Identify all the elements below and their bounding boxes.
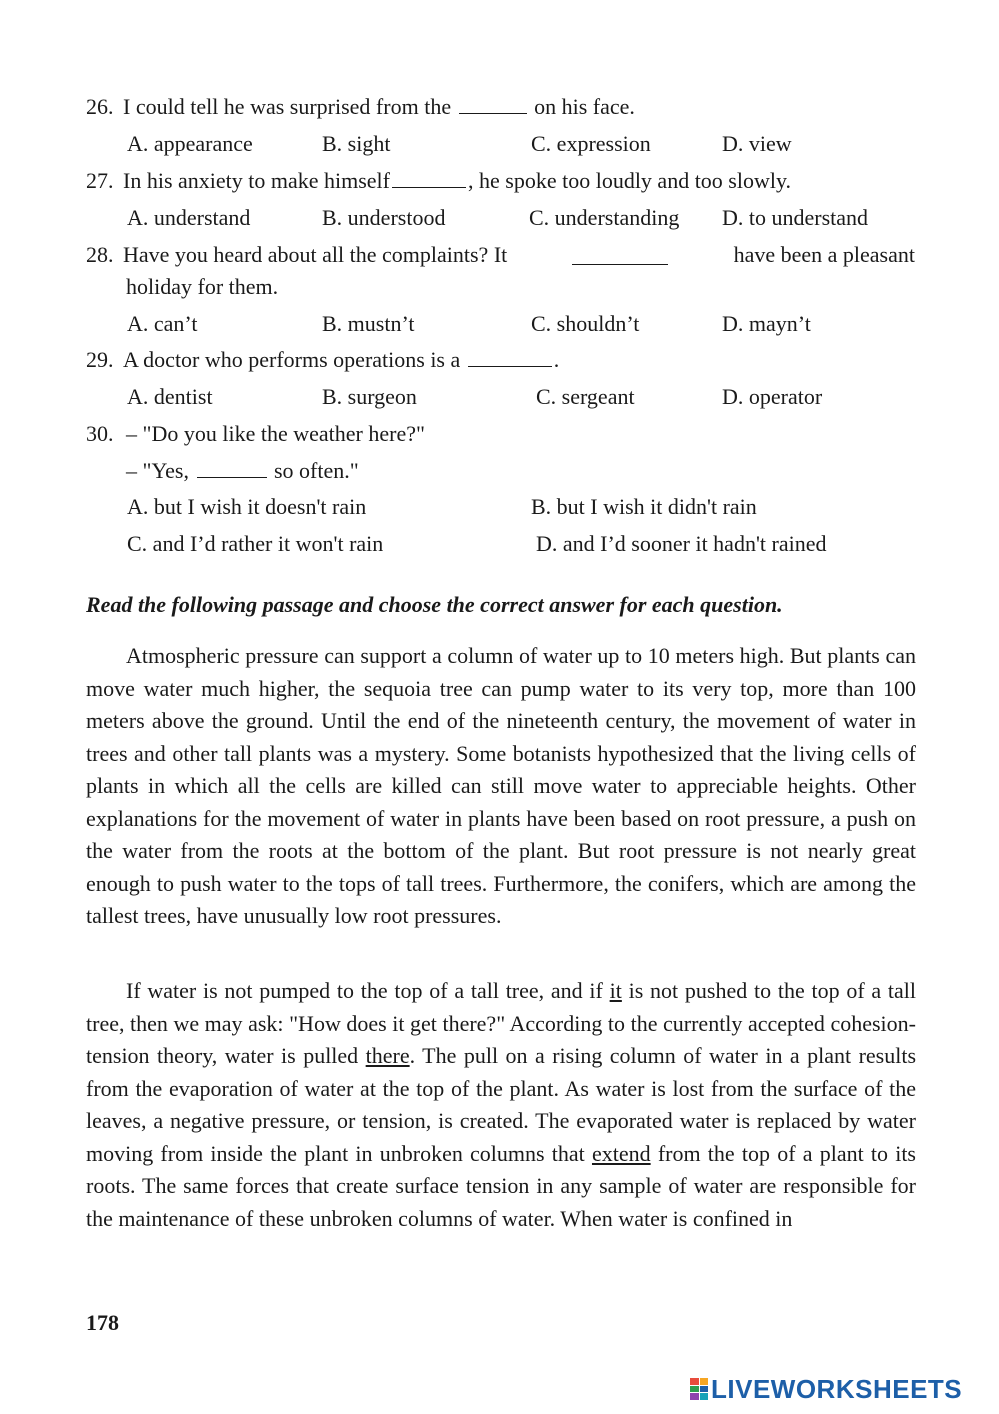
question-29 <box>0 345 999 375</box>
stem-after: have been a pleasant <box>733 242 915 267</box>
logo-tile <box>690 1393 699 1400</box>
stem-before: Have you heard about all the complaints? It <box>123 242 508 267</box>
dialogue-line-2 <box>126 456 359 486</box>
stem-after: on his face. <box>534 94 635 119</box>
option-d[interactable]: D. mayn’t <box>722 311 811 336</box>
question-stem <box>123 92 635 122</box>
option-a[interactable]: A. but I wish it doesn't rain <box>127 494 367 519</box>
question-30-line-2 <box>0 456 999 486</box>
option-d[interactable]: D. operator <box>722 384 823 409</box>
option-a[interactable]: A. appearance <box>127 131 253 156</box>
underlined-word-extend: extend <box>591 1140 651 1166</box>
underlined-word-there: there <box>365 1043 410 1068</box>
logo-tile <box>690 1378 699 1385</box>
option-a[interactable]: A. dentist <box>127 384 213 409</box>
option-b[interactable]: B. but I wish it didn't rain <box>531 494 757 519</box>
passage-paragraph-2 <box>86 975 916 1235</box>
options-29 <box>0 382 999 412</box>
stem-before: A doctor who performs operations is a <box>123 347 461 372</box>
question-27 <box>0 166 999 196</box>
answer-blank <box>459 93 527 114</box>
paragraph-text: . The pull on a rising column of water in a plant results from the evaporation of water at the top of the plant. As water is lost from the surface of the leaves, a negative pressure, or tension, is created. The evaporated water is replaced by water moving from inside the plant in unbroken columns that <box>86 1043 917 1166</box>
options-30-row-1 <box>0 492 999 522</box>
question-number: 28. <box>86 242 114 267</box>
option-c[interactable]: C. shouldn’t <box>531 311 640 336</box>
dialogue-line-1: – "Do you like the weather here?" <box>126 421 425 446</box>
logo-tile <box>700 1386 709 1393</box>
option-d[interactable]: D. and I’d sooner it hadn't rained <box>536 531 827 556</box>
option-c[interactable]: C. understanding <box>529 205 680 230</box>
question-30 <box>0 419 999 449</box>
paragraph-text: from the top of a plant to its roots. The same forces that create surface tension in any sample of water are responsible for the maintenance of these unbroken columns of water. When water is confined in <box>86 1140 916 1231</box>
question-26 <box>0 92 999 122</box>
option-d[interactable]: D. to understand <box>722 205 869 230</box>
option-b[interactable]: B. surgeon <box>322 384 417 409</box>
stem-after: , he spoke too loudly and too slowly. <box>468 168 792 193</box>
answer-blank <box>468 346 552 367</box>
answer-blank <box>392 167 466 188</box>
paragraph-text: Atmospheric pressure can support a column of water up to 10 meters high. But plants can move water much higher, the sequoia tree can pump water to its very top, more than 100 meters above the ground. Until the end of the nineteenth century, the movement of water in trees and other tall plants was a mystery. Some botanists hypothesized that the living cells of plants in which all the cells are killed can still move water to appreciable heights. Other explanations for the movement of water in plants have been based on root pressure, a push on the water from the roots at the bottom of the plant. But root pressure is not nearly great enough to push water to the tops of tall trees. Furthermore, the conifers, which are among the tallest trees, have unusually low root pressures. <box>86 643 916 928</box>
option-b[interactable]: B. sight <box>322 131 391 156</box>
question-28 <box>0 240 999 270</box>
passage-paragraph-1 <box>86 640 916 933</box>
answer-blank <box>197 457 267 478</box>
stem-after: . <box>553 347 560 372</box>
logo-tile <box>690 1386 699 1393</box>
logo-tile <box>700 1393 709 1400</box>
stem-continuation: holiday for them. <box>126 274 279 299</box>
options-28 <box>0 309 999 339</box>
question-stem <box>123 240 915 270</box>
option-c[interactable]: C. sergeant <box>536 384 635 409</box>
option-a[interactable]: A. can’t <box>127 311 198 336</box>
passage-instruction: Read the following passage and choose the correct answer for each question. <box>86 592 783 617</box>
options-27 <box>0 203 999 233</box>
stem-before: I could tell he was surprised from the <box>123 94 452 119</box>
page-number: 178 <box>86 1310 119 1335</box>
question-stem <box>123 345 559 375</box>
stem-after: so often." <box>274 458 359 483</box>
question-28-continuation <box>0 272 999 302</box>
logo-mark-icon <box>690 1378 708 1400</box>
logo-text: LIVEWORKSHEETS <box>711 1373 963 1404</box>
options-30-row-2 <box>0 529 999 559</box>
paragraph-text: If water is not pumped to the top of a tall tree, and if <box>126 978 603 1003</box>
option-b[interactable]: B. understood <box>322 205 446 230</box>
option-d[interactable]: D. view <box>722 131 792 156</box>
logo-tile <box>700 1378 709 1385</box>
stem-before: In his anxiety to make himself <box>123 168 390 193</box>
stem-before: – "Yes, <box>126 458 189 483</box>
option-c[interactable]: C. and I’d rather it won't rain <box>127 531 384 556</box>
paragraph-text: is not pushed to the top of a tall tree, then we may ask: "How does it get there?" According to the currently accepted cohesion-tension theory, water is pulled <box>86 978 917 1068</box>
option-c[interactable]: C. expression <box>531 131 651 156</box>
option-b[interactable]: B. mustn’t <box>322 311 415 336</box>
liveworksheets-logo <box>690 1374 962 1404</box>
answer-blank <box>572 244 668 265</box>
question-number: 29. <box>86 347 114 372</box>
underlined-word-it: it <box>609 978 622 1003</box>
option-a[interactable]: A. understand <box>127 205 251 230</box>
question-number: 26. <box>86 94 114 119</box>
question-stem <box>123 166 791 196</box>
options-26 <box>0 129 999 159</box>
question-number: 27. <box>86 168 114 193</box>
question-number: 30. <box>86 421 114 446</box>
